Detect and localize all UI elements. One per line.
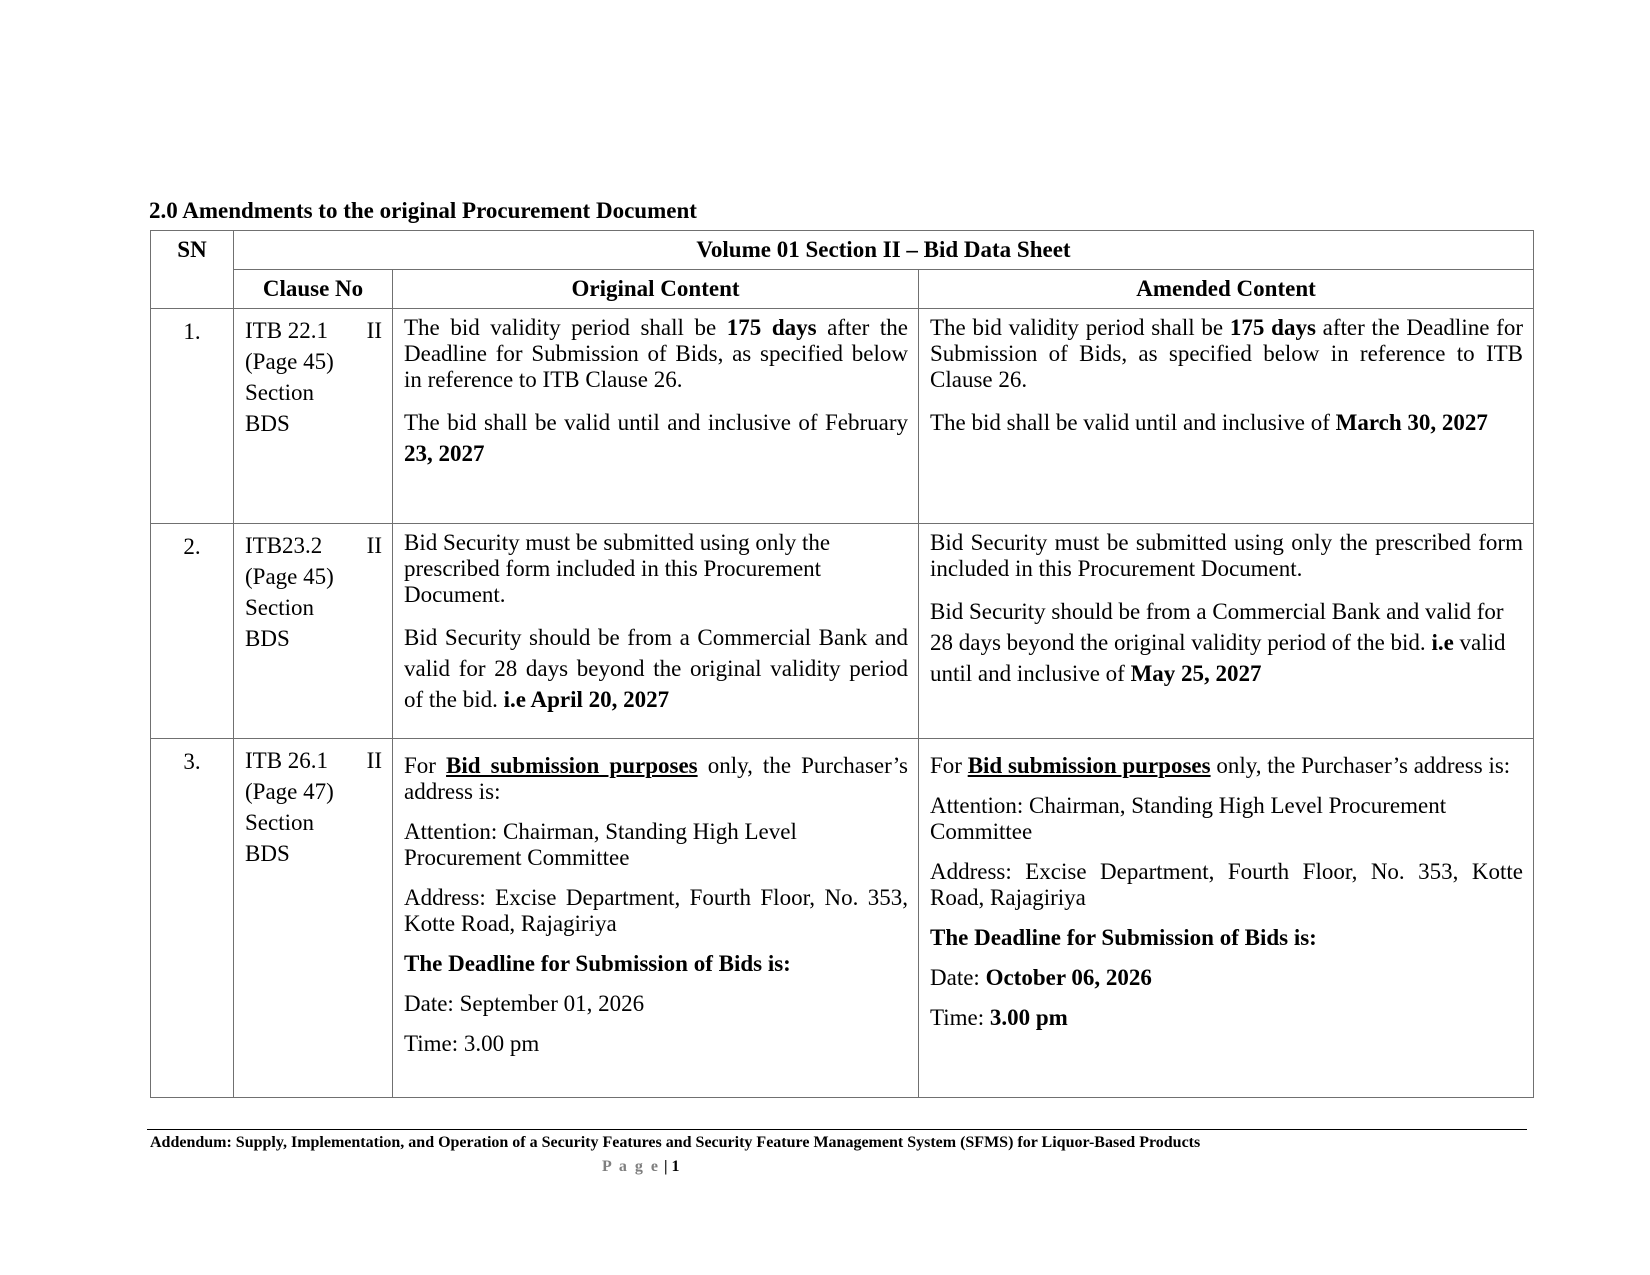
page-label: P a g e [602, 1158, 660, 1175]
text: The bid validity period shall be [404, 315, 727, 340]
sn-header: SN [151, 231, 234, 309]
text-underlined: Bid submission purposes [446, 753, 698, 778]
section-header: Volume 01 Section II – Bid Data Sheet [234, 231, 1534, 270]
clause-roman: II [366, 748, 382, 773]
text-bold: 3.00 pm [989, 1005, 1068, 1030]
text: Address: Excise Department, Fourth Floor, No. 353, Kotte Road, Rajagiriya [404, 885, 908, 936]
original-content [393, 739, 919, 1098]
row-sn: 3. [151, 739, 234, 1098]
text: Time: [404, 1031, 464, 1056]
clause-number: ITB 22.1 [245, 318, 329, 343]
text: Date: [930, 965, 986, 990]
clause-number: ITB 26.1 [245, 748, 329, 773]
text-bold: The Deadline for Submission of Bids is: [404, 951, 791, 976]
footer-divider [147, 1129, 1527, 1130]
table-row [151, 524, 1534, 739]
table-row [151, 739, 1534, 1098]
clause-section: Section [245, 380, 314, 405]
text: Date: [404, 991, 460, 1016]
clause-section: Section [245, 595, 314, 620]
text-bold: October 06, 2026 [985, 965, 1152, 990]
clause-page: (Page 47) [245, 779, 334, 804]
section-heading: 2.0 Amendments to the original Procurement Document [149, 198, 697, 223]
text-bold: May 25, 2027 [1130, 661, 1262, 686]
page-number [602, 1157, 680, 1177]
amendments-table [150, 230, 1534, 1098]
text: For [930, 753, 968, 778]
amended-content [919, 524, 1534, 739]
clause-section: Section [245, 810, 314, 835]
text-bold: March 30, 2027 [1335, 410, 1488, 435]
clause-bds: BDS [245, 411, 290, 436]
text: Bid Security should be from a Commercial Bank and valid for 28 days beyond the original validity period of the bid. [404, 625, 908, 712]
text-underlined: Bid submission purposes [967, 753, 1211, 778]
amended-header: Amended Content [919, 270, 1534, 309]
row-clause [234, 739, 393, 1098]
text: only, the Purchaser’s address is: [404, 753, 908, 804]
amended-content [919, 309, 1534, 524]
original-content [393, 309, 919, 524]
text-bold: i.e April 20, 2027 [503, 687, 670, 712]
text-bold: 175 days [1229, 315, 1316, 340]
text: only, the Purchaser’s address is: [1210, 753, 1511, 778]
text: Attention: Chairman, Standing High Level Procurement Committee [404, 819, 797, 870]
original-content [393, 524, 919, 739]
text: after the Deadline for Submission of Bids, as specified below in reference to ITB Clause 26. [404, 315, 908, 392]
table-row [151, 309, 1534, 524]
text-bold: The Deadline for Submission of Bids is: [930, 925, 1317, 950]
clause-header: Clause No [234, 270, 393, 309]
clause-number: ITB23.2 [245, 533, 323, 558]
text: after the Deadline for Submission of Bids, as specified below in reference to ITB Clause 26. [930, 315, 1524, 392]
text: The bid shall be valid until and inclusive of [930, 410, 1336, 435]
table-header-row [151, 231, 1534, 270]
text-bold: 175 days [726, 315, 817, 340]
text: 3.00 pm [463, 1031, 540, 1056]
clause-roman: II [366, 318, 382, 343]
text: The bid shall be valid until and inclusive of February [404, 410, 908, 435]
page-separator: | [660, 1158, 672, 1175]
clause-page: (Page 45) [245, 349, 334, 374]
text: September 01, 2026 [459, 991, 645, 1016]
amended-content [919, 739, 1534, 1098]
text: The bid validity period shall be [930, 315, 1230, 340]
clause-page: (Page 45) [245, 564, 334, 589]
text: Bid Security must be submitted using only the prescribed form included in this Procurement Document. [404, 530, 831, 607]
row-clause [234, 309, 393, 524]
text-bold: 23, 2027 [404, 441, 485, 466]
clause-bds: BDS [245, 626, 290, 651]
text: valid until and inclusive of [930, 630, 1506, 686]
table-subheader-row [151, 270, 1534, 309]
text: Time: [930, 1005, 990, 1030]
row-sn: 2. [151, 524, 234, 739]
clause-roman: II [366, 533, 382, 558]
original-header: Original Content [393, 270, 919, 309]
page-number-value: 1 [671, 1158, 680, 1175]
text-bold: i.e [1431, 630, 1454, 655]
text: Bid Security must be submitted using only the prescribed form included in this Procurement Document. [930, 530, 1523, 581]
row-clause [234, 524, 393, 739]
row-sn: 1. [151, 309, 234, 524]
text: For [404, 753, 447, 778]
footer-title: Addendum: Supply, Implementation, and Operation of a Security Features and Security Feature Management System (SFMS) for Liquor-Based Products [150, 1134, 1201, 1151]
text: Bid Security should be from a Commercial Bank and valid for 28 days beyond the original validity period of the bid. [930, 599, 1504, 655]
text: Attention: Chairman, Standing High Level Procurement Committee [930, 793, 1447, 844]
clause-bds: BDS [245, 841, 290, 866]
text: Address: Excise Department, Fourth Floor, No. 353, Kotte Road, Rajagiriya [930, 859, 1523, 910]
